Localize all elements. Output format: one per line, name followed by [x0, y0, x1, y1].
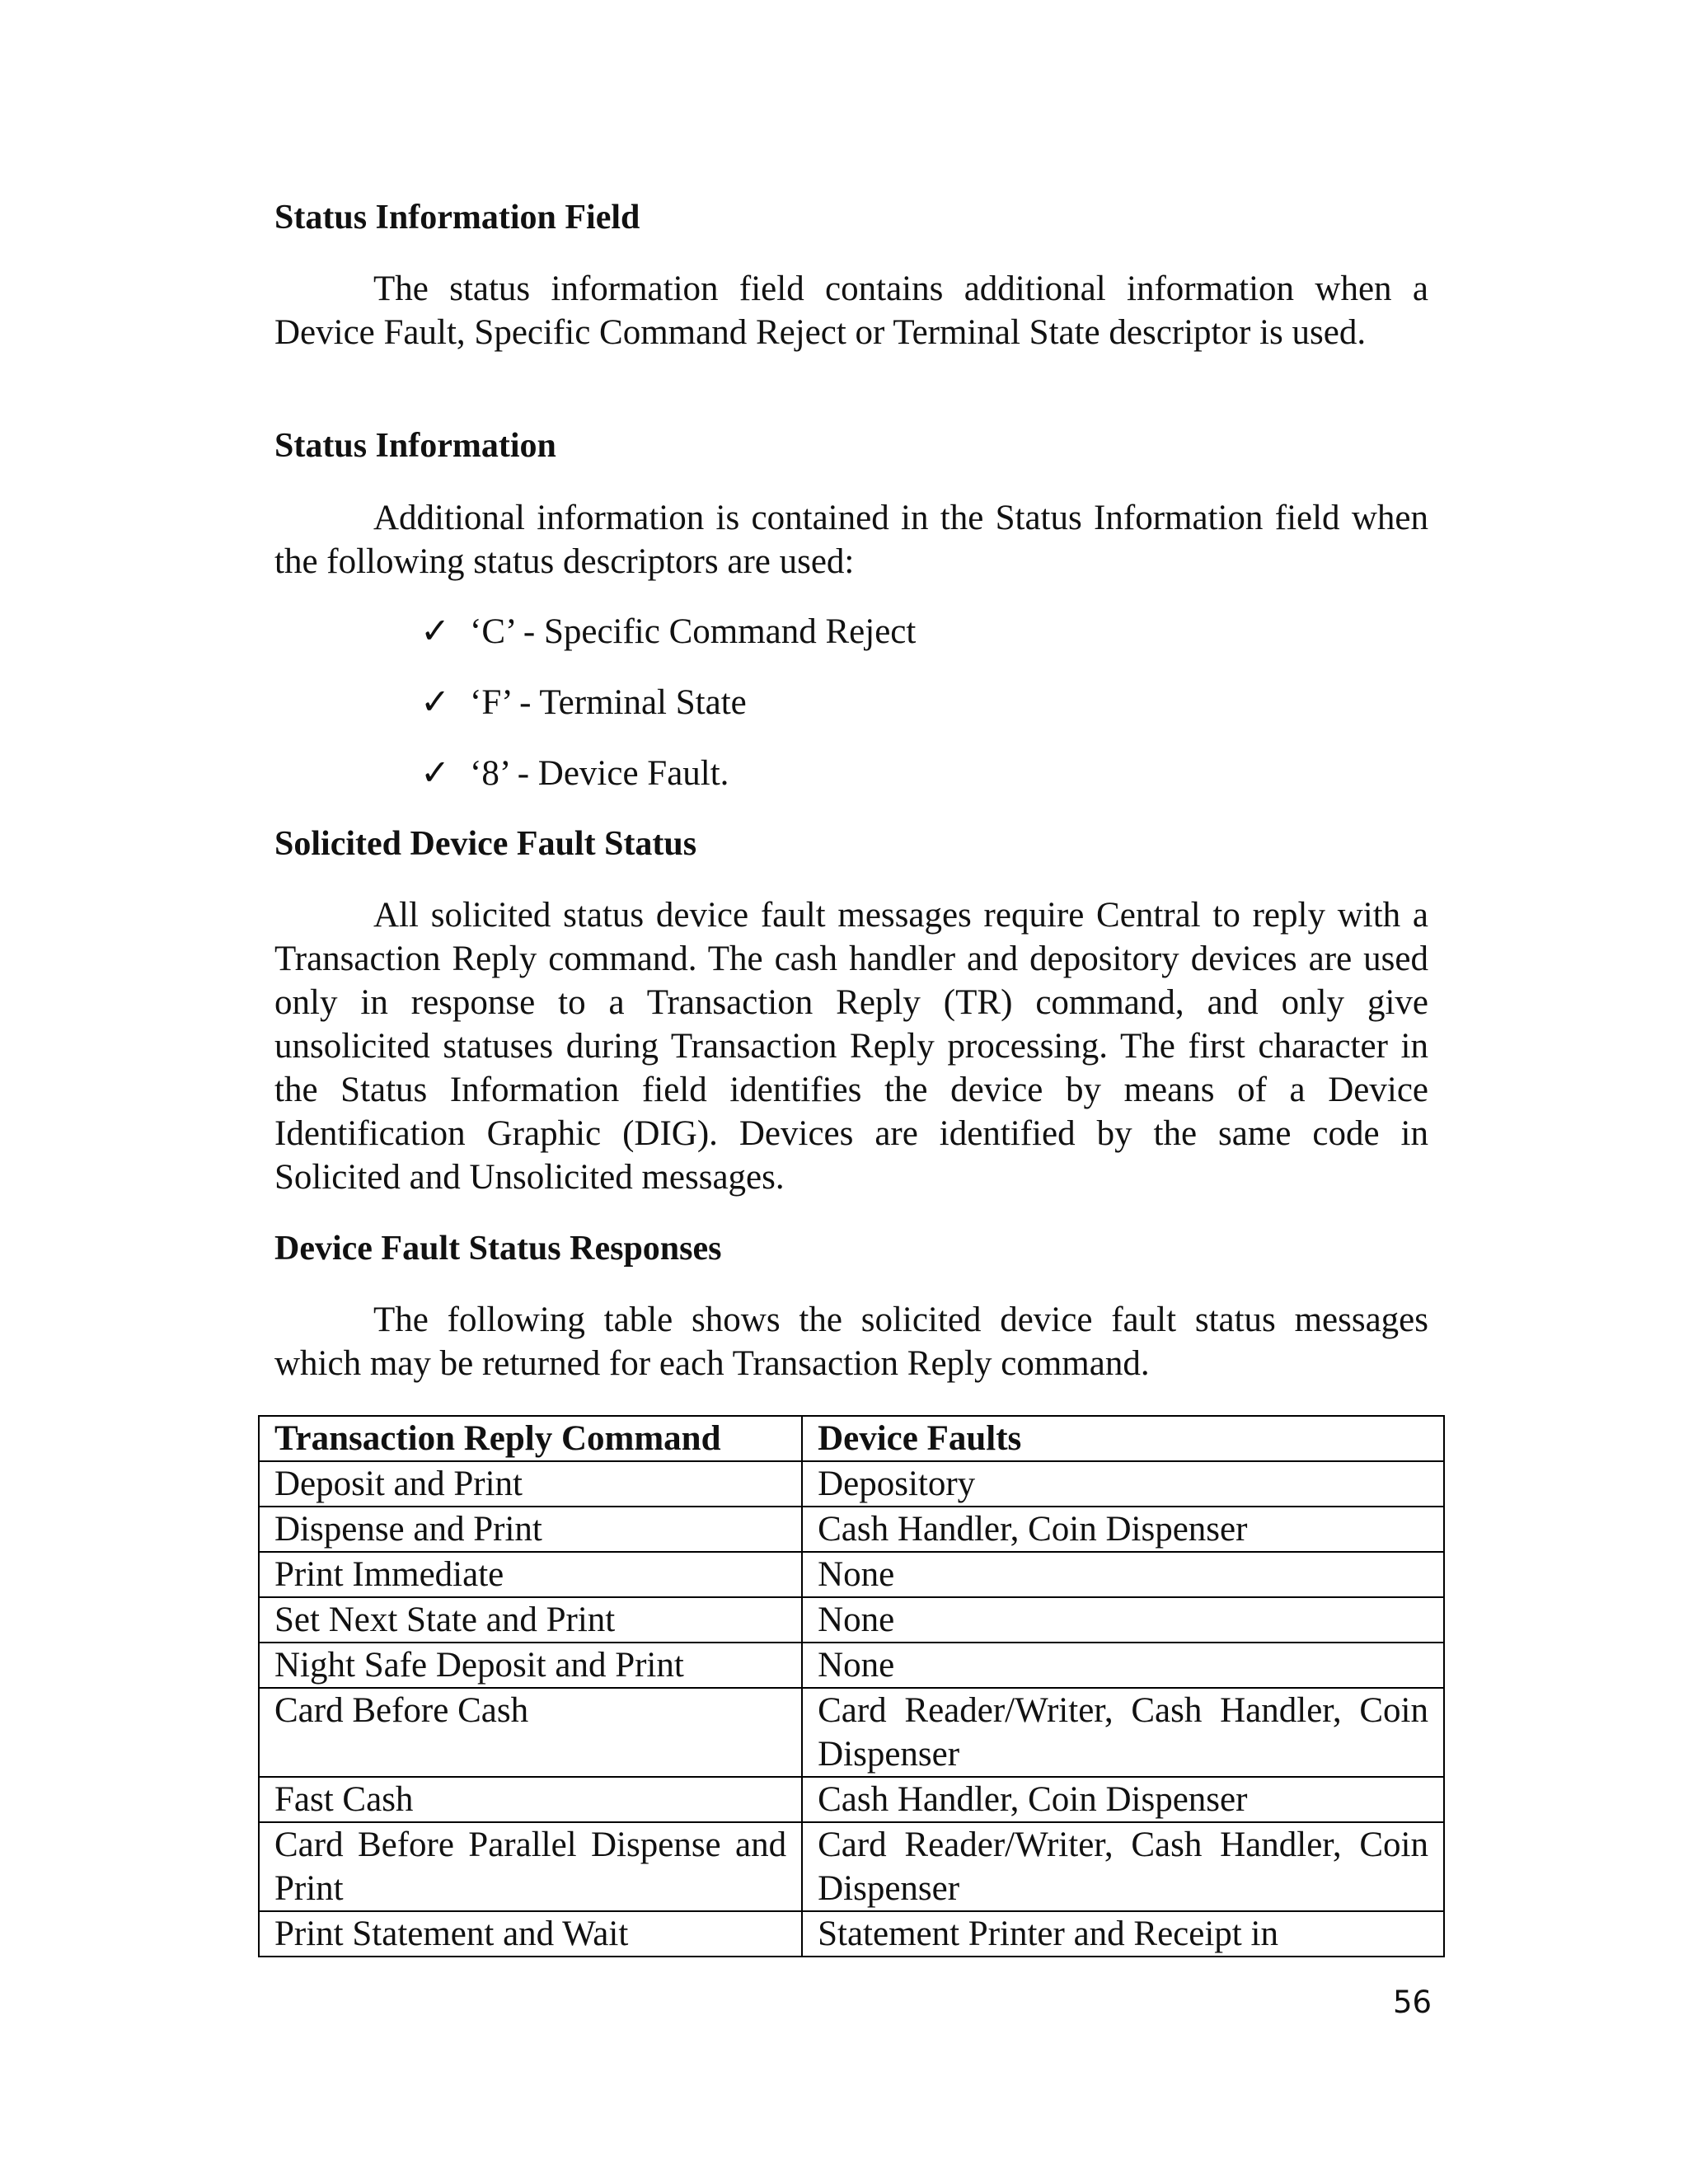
checkmark-icon: ✓ — [420, 612, 451, 651]
checkmark-icon: ✓ — [420, 754, 451, 793]
table-cell: Card Reader/Writer, Cash Handler, Coin Dispenser — [802, 1822, 1444, 1911]
paragraph-solicited-device-fault-status — [274, 893, 1428, 1199]
bullet-item — [420, 681, 747, 724]
table-cell: Card Before Cash — [259, 1688, 802, 1777]
heading-solicited-device-fault-status: Solicited Device Fault Status — [274, 825, 697, 863]
table-cell: Cash Handler, Coin Dispenser — [802, 1507, 1444, 1552]
bullet-text: ‘C’ - Specific Command Reject — [470, 612, 917, 651]
bullet-item — [420, 610, 916, 654]
paragraph-status-information — [274, 496, 1428, 583]
bullet-text: ‘8’ - Device Fault. — [470, 754, 729, 793]
table-cell: Depository — [802, 1461, 1444, 1507]
table-cell: None — [802, 1552, 1444, 1597]
device-faults-table — [258, 1415, 1445, 1957]
paragraph-device-fault-status-responses — [274, 1298, 1428, 1385]
table-cell: Print Statement and Wait — [259, 1911, 802, 1957]
table-row — [259, 1597, 1444, 1643]
paragraph-text: All solicited status device fault messages require Central to reply with a Transaction Reply command. The cash handler and depository devices are used only in response to a Transaction Reply (TR) command, and only give unsolicited statuses during Transaction Reply processing. The first character in the Status Information field identifies the device by means of a Device Identification Graphic (DIG). Devices are identified by the same code in Solicited and Unsolicited messages. — [274, 896, 1428, 1197]
heading-status-information-field: Status Information Field — [274, 199, 640, 237]
table-header-row — [259, 1416, 1444, 1461]
paragraph-text: The status information field contains additional information when a Device Fault, Specific Command Reject or Terminal State descriptor is used. — [274, 269, 1428, 352]
bullet-item — [420, 752, 729, 795]
table-cell: Print Immediate — [259, 1552, 802, 1597]
table-cell: Card Reader/Writer, Cash Handler, Coin Dispenser — [802, 1688, 1444, 1777]
table-cell: Card Before Parallel Dispense and Print — [259, 1822, 802, 1911]
paragraph-text: The following table shows the solicited device fault status messages which may be returned for each Transaction Reply command. — [274, 1301, 1428, 1383]
column-header: Device Faults — [802, 1416, 1444, 1461]
table-row — [259, 1643, 1444, 1688]
checkmark-icon: ✓ — [420, 683, 451, 722]
table-row — [259, 1822, 1444, 1911]
heading-status-information: Status Information — [274, 427, 556, 465]
table-row — [259, 1911, 1444, 1957]
paragraph-status-information-field — [274, 267, 1428, 354]
table-cell: None — [802, 1643, 1444, 1688]
table-cell: Cash Handler, Coin Dispenser — [802, 1777, 1444, 1822]
table-row — [259, 1777, 1444, 1822]
column-header: Transaction Reply Command — [259, 1416, 802, 1461]
page-number: 56 — [1393, 1985, 1432, 2020]
table-cell: Statement Printer and Receipt in — [802, 1911, 1444, 1957]
bullet-text: ‘F’ - Terminal State — [470, 683, 747, 722]
table-cell: Deposit and Print — [259, 1461, 802, 1507]
table-row — [259, 1507, 1444, 1552]
table-row — [259, 1552, 1444, 1597]
table-row — [259, 1461, 1444, 1507]
table-row — [259, 1688, 1444, 1777]
table-cell: None — [802, 1597, 1444, 1643]
table-cell: Night Safe Deposit and Print — [259, 1643, 802, 1688]
table-cell: Dispense and Print — [259, 1507, 802, 1552]
paragraph-text: Additional information is contained in the Status Information field when the following status descriptors are used: — [274, 499, 1428, 581]
heading-device-fault-status-responses: Device Fault Status Responses — [274, 1230, 722, 1268]
table-cell: Fast Cash — [259, 1777, 802, 1822]
table-cell: Set Next State and Print — [259, 1597, 802, 1643]
